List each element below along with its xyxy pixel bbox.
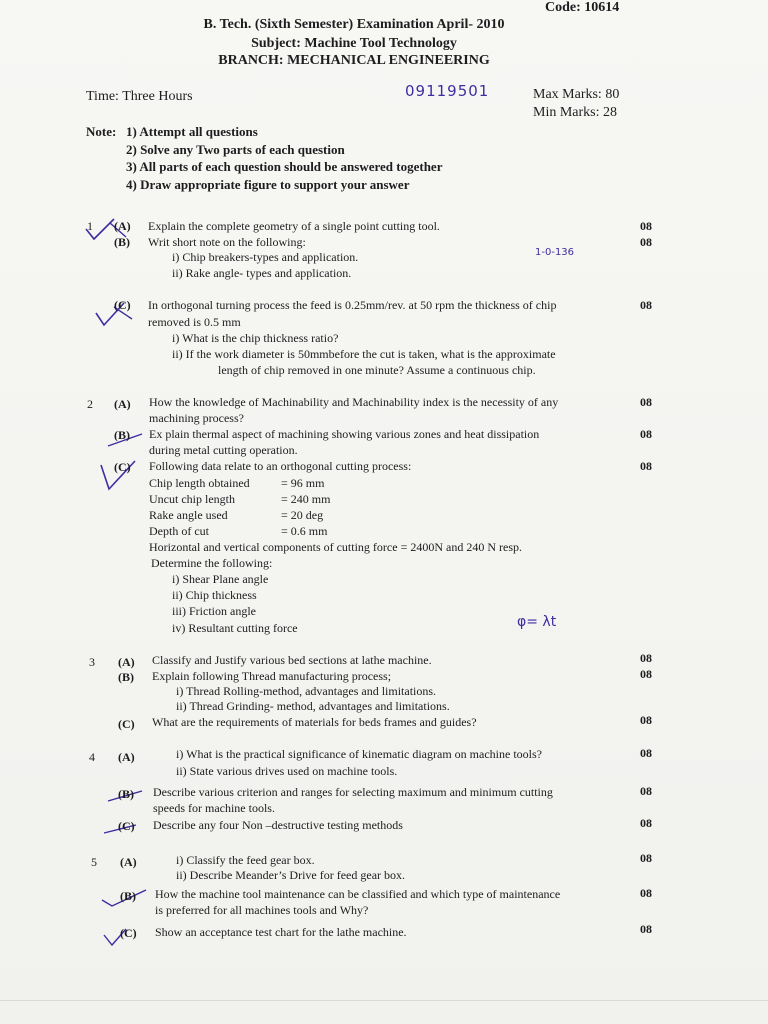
- sub-question: ii) If the work diameter is 50mmbefore the cut is taken, what is the approximate: [172, 347, 556, 361]
- part-label: (C): [120, 926, 137, 940]
- note-item: 4) Draw appropriate figure to support your answer: [126, 177, 410, 192]
- sub-question: i) What is the chip thickness ratio?: [172, 331, 339, 345]
- handwritten-formula: φ= λt: [517, 614, 557, 630]
- marks: 08: [640, 459, 652, 473]
- marks: 08: [640, 651, 652, 665]
- data-value: = 96 mm: [281, 476, 325, 490]
- question-text: Describe any four Non –destructive testing methods: [153, 818, 403, 832]
- sub-question: length of chip removed in one minute? Assume a continuous chip.: [218, 363, 536, 377]
- question-number: 5: [91, 855, 97, 869]
- sub-question: iv) Resultant cutting force: [172, 621, 298, 635]
- question-text: What are the requirements of materials for beds frames and guides?: [152, 715, 477, 729]
- question-text: Writ short note on the following:: [148, 235, 306, 249]
- question-text: is preferred for all machines tools and Why?: [155, 903, 369, 917]
- question-text: Ex plain thermal aspect of machining showing various zones and heat dissipation: [149, 427, 540, 441]
- question-text: speeds for machine tools.: [153, 801, 275, 815]
- marks: 08: [640, 667, 652, 681]
- question-text: Following data relate to an orthogonal cutting process:: [149, 459, 412, 473]
- question-text: Explain following Thread manufacturing process;: [152, 669, 392, 683]
- marks: 08: [640, 816, 652, 830]
- question-text: Determine the following:: [151, 556, 273, 570]
- question-text: machining process?: [149, 411, 244, 425]
- marks: 08: [640, 427, 652, 441]
- sub-question: i) Thread Rolling-method, advantages and limitations.: [176, 684, 437, 698]
- sub-question: ii) State various drives used on machine tools.: [176, 764, 398, 778]
- marks: 08: [640, 235, 652, 249]
- data-label: Rake angle used: [149, 508, 228, 522]
- question-number: 2: [87, 397, 93, 411]
- max-marks: Max Marks: 80: [533, 87, 620, 102]
- question-text: How the machine tool maintenance can be classified and which type of maintenance: [155, 887, 561, 901]
- part-label: (A): [114, 397, 131, 411]
- sub-question: i) Classify the feed gear box.: [176, 853, 315, 867]
- min-marks: Min Marks: 28: [533, 105, 617, 120]
- part-label: (B): [118, 670, 134, 684]
- part-label: (A): [114, 219, 131, 233]
- marks: 08: [640, 219, 652, 233]
- part-label: (A): [118, 655, 135, 669]
- part-label: (A): [118, 750, 135, 764]
- part-label: (A): [120, 855, 137, 869]
- question-number: 1: [87, 219, 93, 233]
- part-label: (B): [120, 889, 136, 903]
- sub-question: ii) Thread Grinding- method, advantages and limitations.: [176, 699, 450, 713]
- marks: 08: [640, 922, 652, 936]
- question-text: Describe various criterion and ranges for selecting maximum and minimum cutting: [153, 785, 553, 799]
- sub-question: i) Shear Plane angle: [172, 572, 269, 586]
- part-label: (C): [118, 717, 135, 731]
- question-number: 3: [89, 655, 95, 669]
- exam-title: B. Tech. (Sixth Semester) Examination April- 2010: [203, 17, 505, 32]
- marks: 08: [640, 298, 652, 312]
- data-value: = 240 mm: [281, 492, 331, 506]
- marks: 08: [640, 851, 652, 865]
- question-text: Horizontal and vertical components of cutting force = 2400N and 240 N resp.: [149, 540, 522, 554]
- part-label: (C): [114, 460, 131, 474]
- question-text: removed is 0.5 mm: [148, 315, 241, 329]
- question-number: 4: [89, 750, 95, 764]
- subject-line: Subject: Machine Tool Technology: [251, 36, 457, 51]
- paper-code: Code: 10614: [545, 0, 620, 15]
- part-label: (C): [118, 819, 135, 833]
- marks: 08: [640, 784, 652, 798]
- marks: 08: [640, 713, 652, 727]
- question-text: Show an acceptance test chart for the lathe machine.: [155, 925, 407, 939]
- data-value: = 0.6 mm: [281, 524, 328, 538]
- part-label: (B): [114, 235, 130, 249]
- handwritten-roll-number: 09119501: [405, 82, 490, 100]
- data-value: = 20 deg: [281, 508, 324, 522]
- sub-question: ii) Chip thickness: [172, 588, 257, 602]
- sub-question: i) What is the practical significance of kinematic diagram on machine tools?: [176, 747, 542, 761]
- sub-question: iii) Friction angle: [172, 604, 256, 618]
- note-item: 3) All parts of each question should be answered together: [126, 159, 443, 174]
- data-label: Uncut chip length: [149, 492, 235, 506]
- note-item: 2) Solve any Two parts of each question: [126, 142, 345, 157]
- sub-question: i) Chip breakers-types and application.: [172, 250, 359, 264]
- question-text: during metal cutting operation.: [149, 443, 298, 457]
- part-label: (B): [114, 428, 130, 442]
- branch-line: BRANCH: MECHANICAL ENGINEERING: [218, 53, 490, 68]
- question-text: Explain the complete geometry of a single point cutting tool.: [148, 219, 440, 233]
- part-label: (C): [114, 298, 131, 312]
- marks: 08: [640, 395, 652, 409]
- page-edge-divider: [0, 1000, 768, 1001]
- note-item: 1) Attempt all questions: [126, 124, 258, 139]
- sub-question: ii) Rake angle- types and application.: [172, 266, 352, 280]
- marks: 08: [640, 746, 652, 760]
- part-label: (B): [118, 787, 134, 801]
- data-label: Chip length obtained: [149, 476, 250, 490]
- question-text: Classify and Justify various bed sections at lathe machine.: [152, 653, 432, 667]
- marks: 08: [640, 886, 652, 900]
- note-label: Note:: [86, 124, 117, 139]
- question-text: How the knowledge of Machinability and Machinability index is the necessity of any: [149, 395, 559, 409]
- question-text: In orthogonal turning process the feed is 0.25mm/rev. at 50 rpm the thickness of chip: [148, 298, 557, 312]
- sub-question: ii) Describe Meander’s Drive for feed gear box.: [176, 868, 406, 882]
- data-label: Depth of cut: [149, 524, 209, 538]
- handwritten-margin-note: 1-0-136: [535, 247, 575, 258]
- time-allowed: Time: Three Hours: [86, 89, 193, 104]
